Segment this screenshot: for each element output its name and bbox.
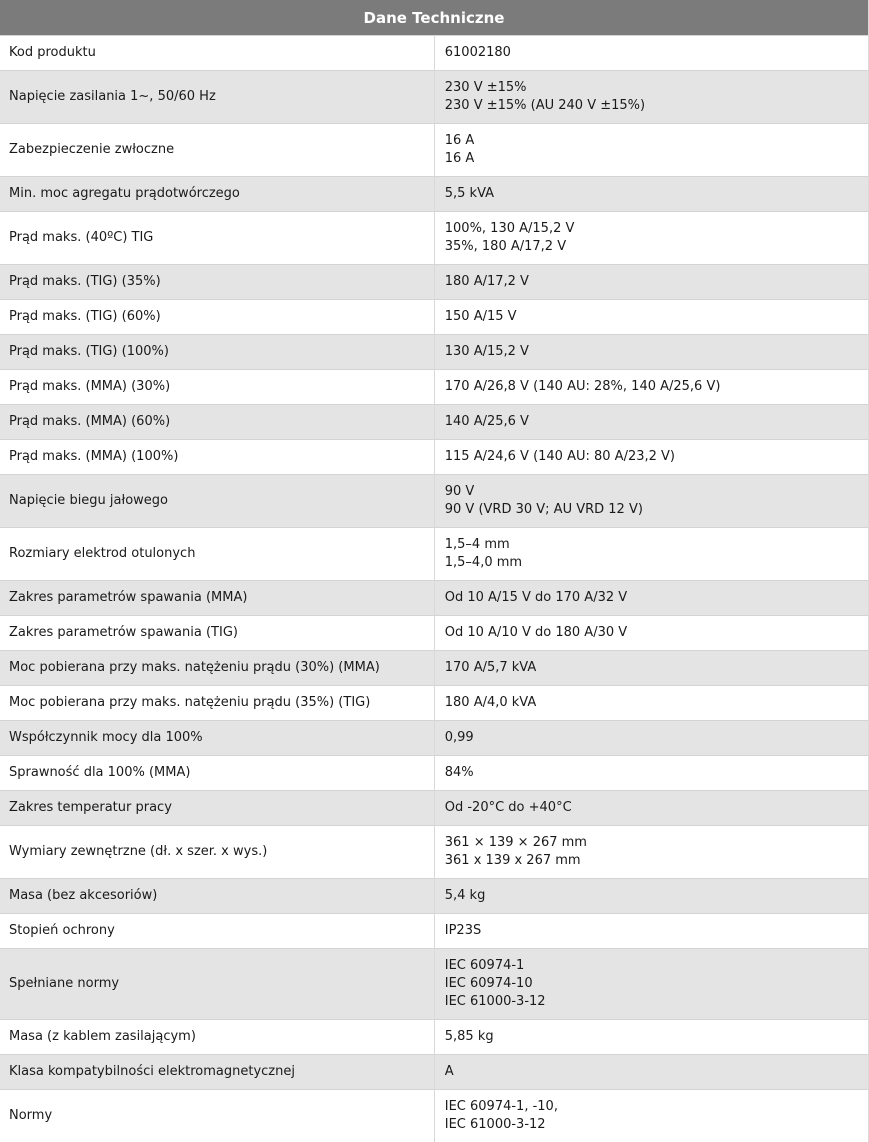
spec-value-line: 170 A/26,8 V (140 AU: 28%, 140 A/25,6 V) [445, 378, 868, 396]
spec-value [434, 1055, 868, 1090]
spec-value-line: 100%, 130 A/15,2 V [445, 220, 868, 238]
spec-value [434, 616, 868, 651]
spec-label: Rozmiary elektrod otulonych [0, 528, 434, 581]
spec-value [434, 528, 868, 581]
spec-label: Prąd maks. (TIG) (35%) [0, 265, 434, 300]
spec-label: Kod produktu [0, 36, 434, 71]
table-row [0, 1020, 869, 1055]
spec-label: Prąd maks. (MMA) (30%) [0, 370, 434, 405]
spec-value-line: 1,5–4,0 mm [445, 554, 868, 572]
spec-label: Napięcie zasilania 1~, 50/60 Hz [0, 71, 434, 124]
spec-value [434, 791, 868, 826]
spec-value [434, 300, 868, 335]
spec-value [434, 581, 868, 616]
spec-value [434, 1090, 868, 1142]
spec-value-line: 180 A/17,2 V [445, 273, 868, 291]
spec-label: Masa (bez akcesoriów) [0, 879, 434, 914]
spec-value-line: A [445, 1063, 868, 1081]
table-row [0, 475, 869, 528]
spec-value-line: IEC 61000-3-12 [445, 993, 868, 1011]
spec-value-line: 361 × 139 × 267 mm [445, 834, 868, 852]
spec-label: Prąd maks. (MMA) (100%) [0, 440, 434, 475]
table-body [0, 36, 869, 1142]
spec-label: Stopień ochrony [0, 914, 434, 949]
spec-label: Prąd maks. (40ºC) TIG [0, 212, 434, 265]
spec-value [434, 914, 868, 949]
spec-value [434, 335, 868, 370]
table-row [0, 581, 869, 616]
spec-value-line: 230 V ±15% [445, 79, 868, 97]
table-row [0, 370, 869, 405]
spec-label: Spełniane normy [0, 949, 434, 1020]
spec-value-line: IP23S [445, 922, 868, 940]
table-row [0, 949, 869, 1020]
table-row [0, 212, 869, 265]
spec-value [434, 686, 868, 721]
spec-value-line: IEC 61000-3-12 [445, 1116, 868, 1134]
table-row [0, 1090, 869, 1142]
spec-label: Min. moc agregatu prądotwórczego [0, 177, 434, 212]
spec-value [434, 212, 868, 265]
spec-value [434, 177, 868, 212]
table-row [0, 721, 869, 756]
spec-value-line: 170 A/5,7 kVA [445, 659, 868, 677]
table-header-row [0, 0, 869, 36]
table-row [0, 826, 869, 879]
table-row [0, 124, 869, 177]
spec-label: Moc pobierana przy maks. natężeniu prądu (35%) (TIG) [0, 686, 434, 721]
table-row [0, 1055, 869, 1090]
spec-label: Moc pobierana przy maks. natężeniu prądu (30%) (MMA) [0, 651, 434, 686]
spec-value [434, 370, 868, 405]
spec-value-line: 5,4 kg [445, 887, 868, 905]
table-row [0, 914, 869, 949]
spec-value [434, 721, 868, 756]
spec-label: Zakres parametrów spawania (TIG) [0, 616, 434, 651]
spec-value-line: IEC 60974-1, -10, [445, 1098, 868, 1116]
table-row [0, 300, 869, 335]
spec-label: Zakres temperatur pracy [0, 791, 434, 826]
spec-value-line: 180 A/4,0 kVA [445, 694, 868, 712]
spec-value [434, 475, 868, 528]
table-row [0, 879, 869, 914]
spec-value [434, 949, 868, 1020]
spec-value [434, 265, 868, 300]
table-row [0, 528, 869, 581]
spec-value-line: 35%, 180 A/17,2 V [445, 238, 868, 256]
spec-value-line: 0,99 [445, 729, 868, 747]
spec-value [434, 405, 868, 440]
table-row [0, 177, 869, 212]
spec-value-line: 5,85 kg [445, 1028, 868, 1046]
spec-label: Masa (z kablem zasilającym) [0, 1020, 434, 1055]
spec-value-line: 140 A/25,6 V [445, 413, 868, 431]
spec-value-line: IEC 60974-10 [445, 975, 868, 993]
table-row [0, 36, 869, 71]
spec-value-line: Od 10 A/15 V do 170 A/32 V [445, 589, 868, 607]
table-row [0, 405, 869, 440]
spec-label: Współczynnik mocy dla 100% [0, 721, 434, 756]
spec-label: Zabezpieczenie zwłoczne [0, 124, 434, 177]
spec-value-line: 1,5–4 mm [445, 536, 868, 554]
spec-label: Klasa kompatybilności elektromagnetycznej [0, 1055, 434, 1090]
table-row [0, 651, 869, 686]
spec-value-line: 90 V (VRD 30 V; AU VRD 12 V) [445, 501, 868, 519]
spec-value-line: 130 A/15,2 V [445, 343, 868, 361]
spec-value-line: 84% [445, 764, 868, 782]
spec-label: Prąd maks. (MMA) (60%) [0, 405, 434, 440]
spec-value-line: IEC 60974-1 [445, 957, 868, 975]
spec-label: Napięcie biegu jałowego [0, 475, 434, 528]
table-row [0, 440, 869, 475]
spec-value-line: 5,5 kVA [445, 185, 868, 203]
spec-value [434, 440, 868, 475]
spec-label: Normy [0, 1090, 434, 1142]
spec-value [434, 124, 868, 177]
spec-label: Zakres parametrów spawania (MMA) [0, 581, 434, 616]
spec-value [434, 1020, 868, 1055]
spec-label: Wymiary zewnętrzne (dł. x szer. x wys.) [0, 826, 434, 879]
spec-value-line: 16 A [445, 150, 868, 168]
table-row [0, 616, 869, 651]
spec-value-line: 61002180 [445, 44, 868, 62]
spec-value [434, 756, 868, 791]
spec-value [434, 879, 868, 914]
table-row [0, 791, 869, 826]
spec-value-line: 361 x 139 x 267 mm [445, 852, 868, 870]
spec-value [434, 71, 868, 124]
spec-value-line: 90 V [445, 483, 868, 501]
spec-label: Prąd maks. (TIG) (100%) [0, 335, 434, 370]
spec-value-line: Od -20°C do +40°C [445, 799, 868, 817]
spec-value [434, 36, 868, 71]
table-row [0, 71, 869, 124]
spec-label: Sprawność dla 100% (MMA) [0, 756, 434, 791]
table-title: Dane Techniczne [0, 0, 869, 36]
table-row [0, 265, 869, 300]
spec-value-line: 16 A [445, 132, 868, 150]
spec-value-line: 115 A/24,6 V (140 AU: 80 A/23,2 V) [445, 448, 868, 466]
spec-value [434, 651, 868, 686]
table-row [0, 756, 869, 791]
spec-value [434, 826, 868, 879]
spec-value-line: 150 A/15 V [445, 308, 868, 326]
spec-label: Prąd maks. (TIG) (60%) [0, 300, 434, 335]
spec-value-line: 230 V ±15% (AU 240 V ±15%) [445, 97, 868, 115]
spec-value-line: Od 10 A/10 V do 180 A/30 V [445, 624, 868, 642]
table-row [0, 686, 869, 721]
table-row [0, 335, 869, 370]
